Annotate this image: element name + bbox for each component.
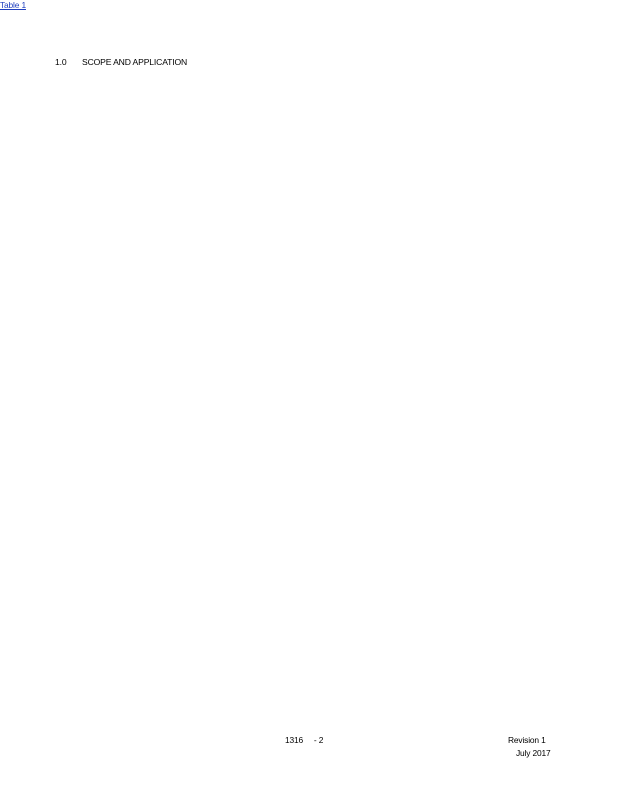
revision-label: Revision 1 xyxy=(508,735,546,745)
section-number: 1.0 xyxy=(55,57,67,67)
table-1-link[interactable]: Table 1 xyxy=(0,0,26,10)
section-title: SCOPE AND APPLICATION xyxy=(82,57,188,67)
revision-date: July 2017 xyxy=(516,748,551,758)
page-number: 1316 - 2 xyxy=(285,735,324,745)
